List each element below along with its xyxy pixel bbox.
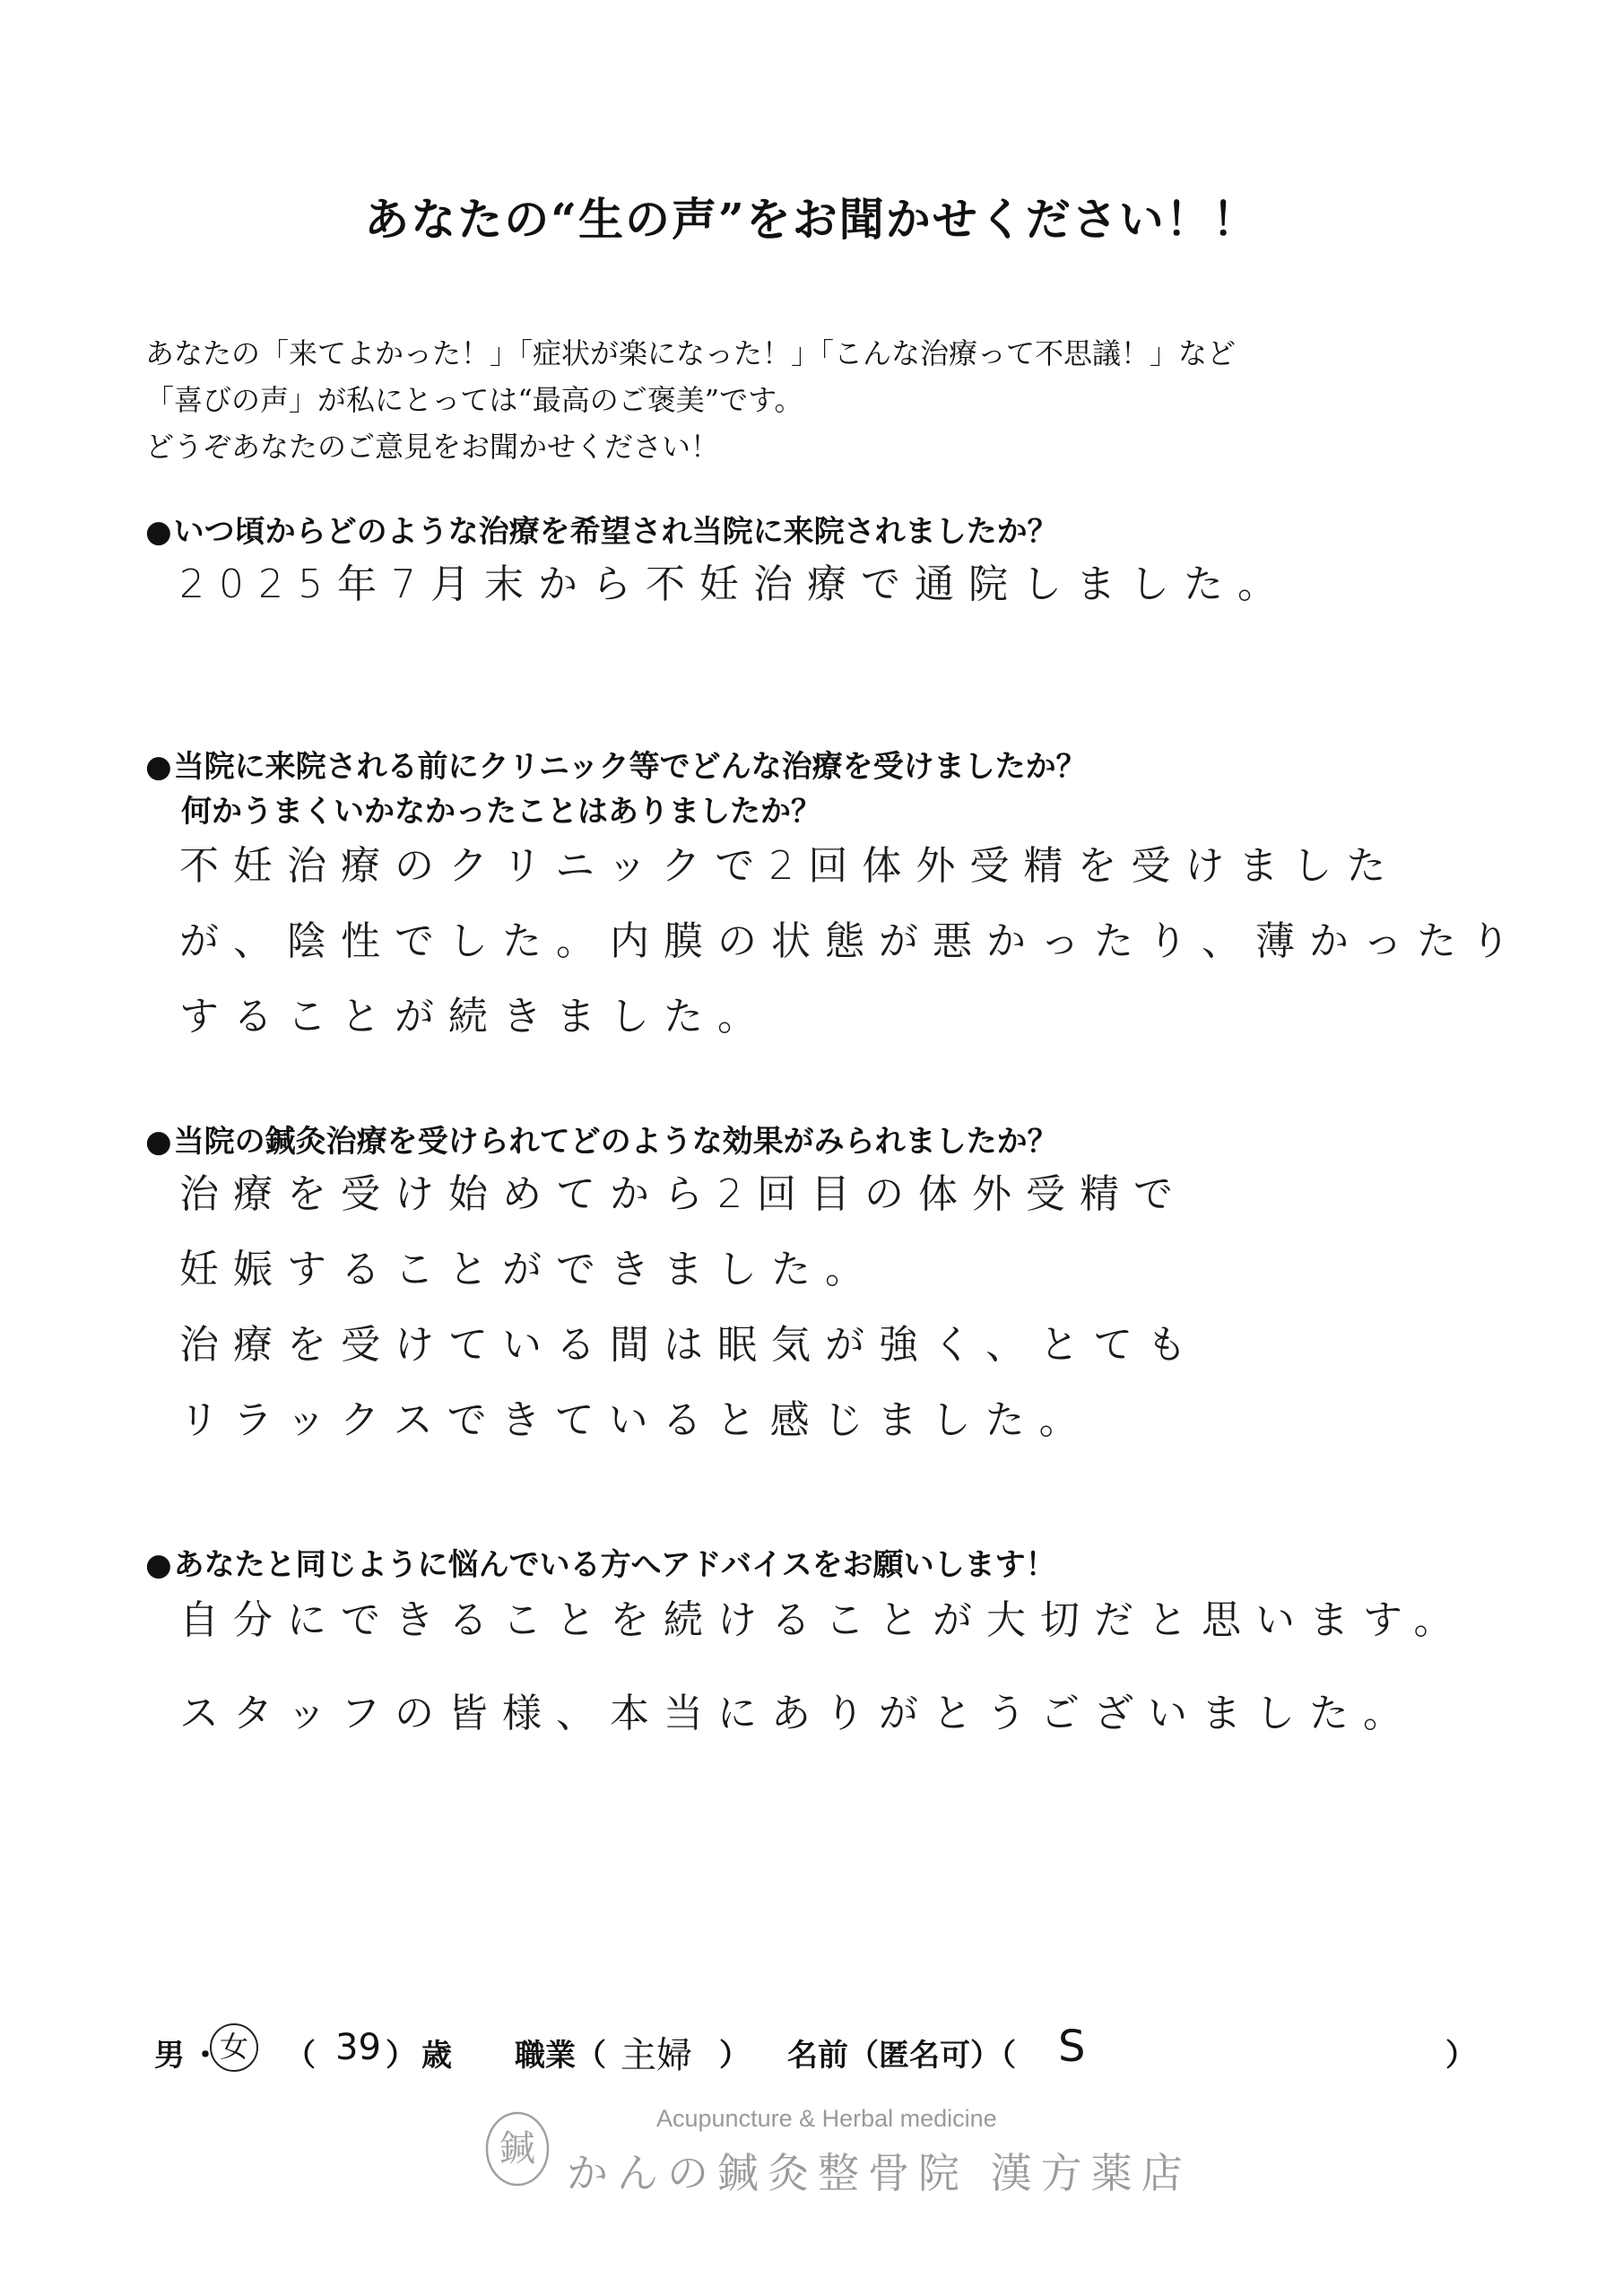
intro-line: あなたの「来てよかった！」「症状が楽になった！」「こんな治療って不思議！」など: [145, 336, 1237, 370]
intro-line: 「喜びの声」が私にとっては“最高のご褒美”です。: [145, 383, 803, 417]
answer-line: することが続きました。: [179, 994, 771, 1039]
age-unit-label: 歳: [421, 2038, 452, 2074]
name-label: 名前（匿名可）（: [787, 2038, 1016, 2074]
bullet-icon: ●: [145, 514, 172, 550]
answer-line: スタッフの皆様、本当にありがとうございました。: [179, 1691, 1417, 1736]
age-open-paren: （: [285, 2038, 316, 2074]
age-close-paren: ）: [386, 2038, 416, 2074]
answer-line: リラックスできていると感じました。: [179, 1397, 1093, 1443]
bullet-icon: ●: [145, 1547, 172, 1583]
question-text: あなたと同じように悩んでいる方へアドバイスをお願いします！: [173, 1547, 1056, 1583]
answer-2: [179, 829, 1524, 1055]
question-text: 当院の鍼灸治療を受けられてどのような効果がみられましたか？: [173, 1124, 1058, 1160]
age-value: 39: [335, 2027, 381, 2068]
page-title: あなたの“生の声”をお聞かせください！！: [364, 193, 1259, 246]
answer-4: [179, 1583, 1467, 1752]
occupation-close-paren: ）: [719, 2038, 750, 2074]
intro-text: [145, 330, 1236, 470]
gender-male-label: 男: [154, 2038, 185, 2074]
clinic-logo-english: Acupuncture & Herbal medicine: [656, 2105, 997, 2132]
answer-line: 不妊治療のクリニックで2回体外受精を受けました: [179, 843, 1401, 889]
question-2: [145, 744, 1087, 834]
question-4: [145, 1543, 1056, 1587]
clinic-logo: [484, 2094, 1192, 2202]
respondent-info: [154, 2020, 1481, 2083]
clinic-logo-japanese: かんの鍼灸整骨院 漢方薬店: [567, 2149, 1192, 2197]
question-text: 当院に来院される前にクリニック等でどんな治療を受けましたか？: [173, 749, 1087, 785]
answer-line: 妊娠することができました。: [179, 1247, 879, 1292]
gender-separator: ・: [190, 2038, 221, 2074]
answer-line: 治療を受け始めてから2回目の体外受精で: [179, 1171, 1187, 1217]
bullet-icon: ●: [145, 749, 172, 785]
question-text: いつ頃からどのような治療を希望され当院に来院されましたか？: [173, 514, 1058, 550]
name-value: S: [1058, 2022, 1086, 2072]
gender-female-circled: 女: [210, 2023, 258, 2072]
question-text: 何かうまくいかなかったことはありましたか？: [181, 794, 821, 830]
seal-icon: [484, 2110, 551, 2187]
answer-line: 2025年7月末から不妊治療で通院しました。: [179, 561, 1291, 607]
answer-line: 治療を受けている間は眠気が強く、とても: [179, 1322, 1202, 1368]
bullet-icon: ●: [145, 1124, 172, 1160]
answer-1: [179, 547, 1291, 622]
seal-char: 鍼: [499, 2128, 535, 2170]
answer-3: [179, 1157, 1201, 1458]
answer-line: が、陰性でした。内膜の状態が悪かったり、薄かったり: [179, 918, 1524, 964]
name-close-paren: ）: [1445, 2038, 1476, 2074]
occupation-value: 主婦: [621, 2035, 692, 2076]
intro-line: どうぞあなたのご意見をお聞かせください！: [145, 430, 720, 464]
occupation-label: 職業（: [515, 2038, 606, 2074]
answer-line: 自分にできることを続けることが大切だと思います。: [179, 1597, 1468, 1643]
